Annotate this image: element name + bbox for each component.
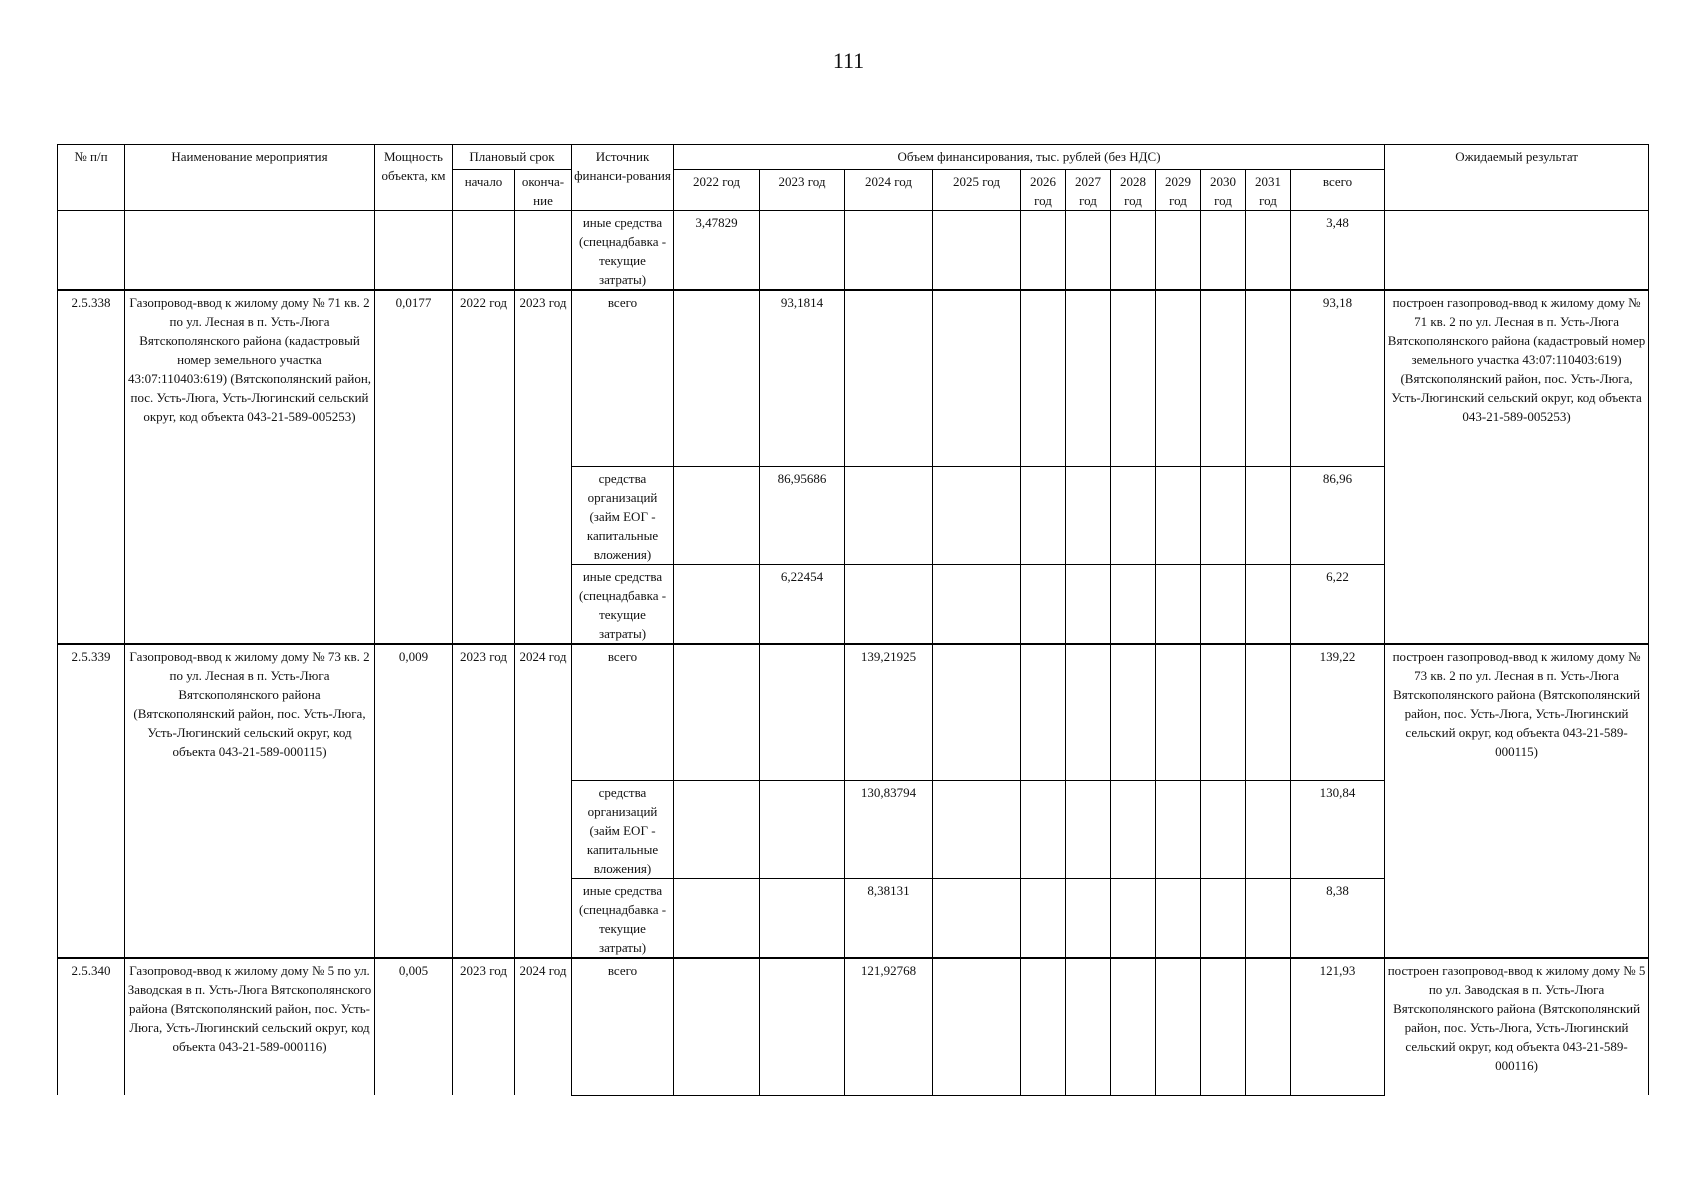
funding-value-2028 [1111, 466, 1156, 564]
header-source: Источник финанси-рования [572, 145, 674, 211]
funding-value-2023: 93,1814 [760, 290, 845, 466]
funding-value-2029 [1156, 564, 1201, 644]
header-capacity: Мощность объекта, км [375, 145, 453, 211]
header-num: № п/п [58, 145, 125, 211]
cont-total: 3,48 [1291, 211, 1385, 291]
table-row [58, 644, 1649, 781]
funding-value-2026 [1021, 564, 1066, 644]
funding-value-2027 [1066, 958, 1111, 1095]
project-result: построен газопровод-ввод к жилому дому № 73 кв. 2 по ул. Лесная в п. Усть-Люга Вятскополянского района (Вятскополянский район, пос. Усть-Люга, Усть-Люгинский сельский округ, код объекта 043-21-589-000115) [1385, 644, 1649, 959]
funding-value-2025 [933, 958, 1021, 1095]
header-end: оконча-ние [515, 170, 572, 211]
header-year-2023: 2023 год [760, 170, 845, 211]
funding-value-2025 [933, 644, 1021, 781]
funding-value-2023: 6,22454 [760, 564, 845, 644]
table-row [58, 958, 1649, 1095]
funding-value-2031 [1246, 644, 1291, 781]
project-start: 2022 год [453, 290, 515, 644]
funding-value-2026 [1021, 290, 1066, 466]
funding-value-2031 [1246, 290, 1291, 466]
funding-value-2029 [1156, 879, 1201, 959]
funding-value-2027 [1066, 781, 1111, 879]
cont-result [1385, 211, 1649, 291]
funding-value-2028 [1111, 644, 1156, 781]
funding-value-2031 [1246, 781, 1291, 879]
funding-value-2028 [1111, 879, 1156, 959]
funding-value-2027 [1066, 564, 1111, 644]
funding-source: всего [572, 958, 674, 1095]
table-row [58, 290, 1649, 466]
funding-value-2024 [845, 290, 933, 466]
project-capacity: 0,009 [375, 644, 453, 959]
project-end: 2023 год [515, 290, 572, 644]
funding-total: 139,22 [1291, 644, 1385, 781]
funding-total: 8,38 [1291, 879, 1385, 959]
funding-value-2024: 8,38131 [845, 879, 933, 959]
funding-source: иные средства (спецнадбавка - текущие затраты) [572, 564, 674, 644]
funding-value-2025 [933, 466, 1021, 564]
cont-value-2025 [933, 211, 1021, 291]
funding-value-2029 [1156, 644, 1201, 781]
header-total: всего [1291, 170, 1385, 211]
cont-source: иные средства (спецнадбавка - текущие затраты) [572, 211, 674, 291]
funding-value-2023: 86,95686 [760, 466, 845, 564]
funding-value-2030 [1201, 290, 1246, 466]
project-capacity: 0,0177 [375, 290, 453, 644]
funding-value-2022 [674, 466, 760, 564]
cont-value-2026 [1021, 211, 1066, 291]
funding-value-2028 [1111, 290, 1156, 466]
project-end: 2024 год [515, 644, 572, 959]
funding-total: 6,22 [1291, 564, 1385, 644]
funding-value-2030 [1201, 958, 1246, 1095]
cont-value-2023 [760, 211, 845, 291]
funding-value-2030 [1201, 879, 1246, 959]
funding-value-2031 [1246, 466, 1291, 564]
header-row-1 [58, 145, 1649, 170]
funding-value-2022 [674, 879, 760, 959]
project-num: 2.5.338 [58, 290, 125, 644]
funding-value-2022 [674, 290, 760, 466]
cont-value-2027 [1066, 211, 1111, 291]
header-year-2030: 2030 год [1201, 170, 1246, 211]
continuation-row [58, 211, 1649, 291]
header-year-2025: 2025 год [933, 170, 1021, 211]
funding-value-2029 [1156, 781, 1201, 879]
funding-value-2027 [1066, 879, 1111, 959]
funding-value-2025 [933, 564, 1021, 644]
cont-value-2028 [1111, 211, 1156, 291]
cont-end [515, 211, 572, 291]
funding-total: 93,18 [1291, 290, 1385, 466]
funding-value-2022 [674, 958, 760, 1095]
funding-total: 86,96 [1291, 466, 1385, 564]
cont-value-2030 [1201, 211, 1246, 291]
funding-value-2030 [1201, 781, 1246, 879]
funding-value-2030 [1201, 466, 1246, 564]
project-num: 2.5.339 [58, 644, 125, 959]
header-year-2024: 2024 год [845, 170, 933, 211]
funding-value-2023 [760, 879, 845, 959]
project-start: 2023 год [453, 644, 515, 959]
header-year-2026: 2026 год [1021, 170, 1066, 211]
funding-value-2026 [1021, 958, 1066, 1095]
funding-value-2027 [1066, 644, 1111, 781]
funding-value-2031 [1246, 564, 1291, 644]
project-capacity: 0,005 [375, 958, 453, 1095]
cont-start [453, 211, 515, 291]
funding-total: 130,84 [1291, 781, 1385, 879]
funding-value-2030 [1201, 564, 1246, 644]
funding-source: иные средства (спецнадбавка - текущие затраты) [572, 879, 674, 959]
project-name: Газопровод-ввод к жилому дому № 71 кв. 2 по ул. Лесная в п. Усть-Люга Вятскополянского района (кадастровый номер земельного участка 43:07:110403:619) (Вятскополянский район, пос. Усть-Люга, Усть-Люгинский сельский округ, код объекта 043-21-589-005253) [125, 290, 375, 644]
funding-value-2028 [1111, 958, 1156, 1095]
funding-value-2024 [845, 564, 933, 644]
funding-value-2030 [1201, 644, 1246, 781]
header-year-2028: 2028 год [1111, 170, 1156, 211]
funding-source: средства организаций (займ ЕОГ - капитальные вложения) [572, 781, 674, 879]
header-start: начало [453, 170, 515, 211]
funding-value-2024 [845, 466, 933, 564]
project-name: Газопровод-ввод к жилому дому № 73 кв. 2 по ул. Лесная в п. Усть-Люга Вятскополянского района (Вятскополянский район, пос. Усть-Люга, Усть-Люгинский сельский округ, код объекта 043-21-589-000115) [125, 644, 375, 959]
funding-value-2027 [1066, 466, 1111, 564]
project-result: построен газопровод-ввод к жилому дому № 71 кв. 2 по ул. Лесная в п. Усть-Люга Вятскополянского района (кадастровый номер земельного участка 43:07:110403:619) (Вятскополянский район, пос. Усть-Люга, Усть-Люгинский сельский округ, код объекта 043-21-589-005253) [1385, 290, 1649, 644]
funding-total: 121,93 [1291, 958, 1385, 1095]
funding-value-2029 [1156, 958, 1201, 1095]
funding-value-2024: 130,83794 [845, 781, 933, 879]
project-start: 2023 год [453, 958, 515, 1095]
header-name: Наименование мероприятия [125, 145, 375, 211]
header-year-2029: 2029 год [1156, 170, 1201, 211]
cont-name [125, 211, 375, 291]
funding-value-2023 [760, 958, 845, 1095]
financing-table [57, 144, 1649, 1096]
cont-value-2024 [845, 211, 933, 291]
funding-source: всего [572, 290, 674, 466]
funding-value-2026 [1021, 879, 1066, 959]
funding-source: средства организаций (займ ЕОГ - капитальные вложения) [572, 466, 674, 564]
project-name: Газопровод-ввод к жилому дому № 5 по ул. Заводская в п. Усть-Люга Вятскополянского района (Вятскополянский район, пос. Усть-Люга, Усть-Люгинский сельский округ, код объекта 043-21-589-000116) [125, 958, 375, 1095]
cont-capacity [375, 211, 453, 291]
cont-num [58, 211, 125, 291]
header-funding: Объем финансирования, тыс. рублей (без НДС) [674, 145, 1385, 170]
header-year-2022: 2022 год [674, 170, 760, 211]
funding-value-2023 [760, 644, 845, 781]
funding-value-2026 [1021, 781, 1066, 879]
funding-value-2023 [760, 781, 845, 879]
cont-value-2022: 3,47829 [674, 211, 760, 291]
funding-value-2026 [1021, 466, 1066, 564]
cont-value-2031 [1246, 211, 1291, 291]
funding-value-2024: 121,92768 [845, 958, 933, 1095]
header-result: Ожидаемый результат [1385, 145, 1649, 211]
funding-value-2029 [1156, 466, 1201, 564]
funding-value-2022 [674, 644, 760, 781]
funding-value-2028 [1111, 564, 1156, 644]
funding-value-2024: 139,21925 [845, 644, 933, 781]
funding-value-2022 [674, 564, 760, 644]
funding-value-2027 [1066, 290, 1111, 466]
funding-source: всего [572, 644, 674, 781]
page-number: 111 [832, 48, 865, 73]
project-end: 2024 год [515, 958, 572, 1095]
header-plan-term: Плановый срок [453, 145, 572, 170]
funding-value-2025 [933, 781, 1021, 879]
cont-value-2029 [1156, 211, 1201, 291]
project-result: построен газопровод-ввод к жилому дому № 5 по ул. Заводская в п. Усть-Люга Вятскополянского района (Вятскополянский район, пос. Усть-Люга, Усть-Люгинский сельский округ, код объекта 043-21-589-000116) [1385, 958, 1649, 1095]
funding-value-2028 [1111, 781, 1156, 879]
header-year-2031: 2031 год [1246, 170, 1291, 211]
header-year-2027: 2027 год [1066, 170, 1111, 211]
project-num: 2.5.340 [58, 958, 125, 1095]
funding-value-2025 [933, 879, 1021, 959]
funding-value-2029 [1156, 290, 1201, 466]
funding-value-2026 [1021, 644, 1066, 781]
funding-value-2025 [933, 290, 1021, 466]
funding-value-2031 [1246, 879, 1291, 959]
funding-value-2022 [674, 781, 760, 879]
funding-value-2031 [1246, 958, 1291, 1095]
